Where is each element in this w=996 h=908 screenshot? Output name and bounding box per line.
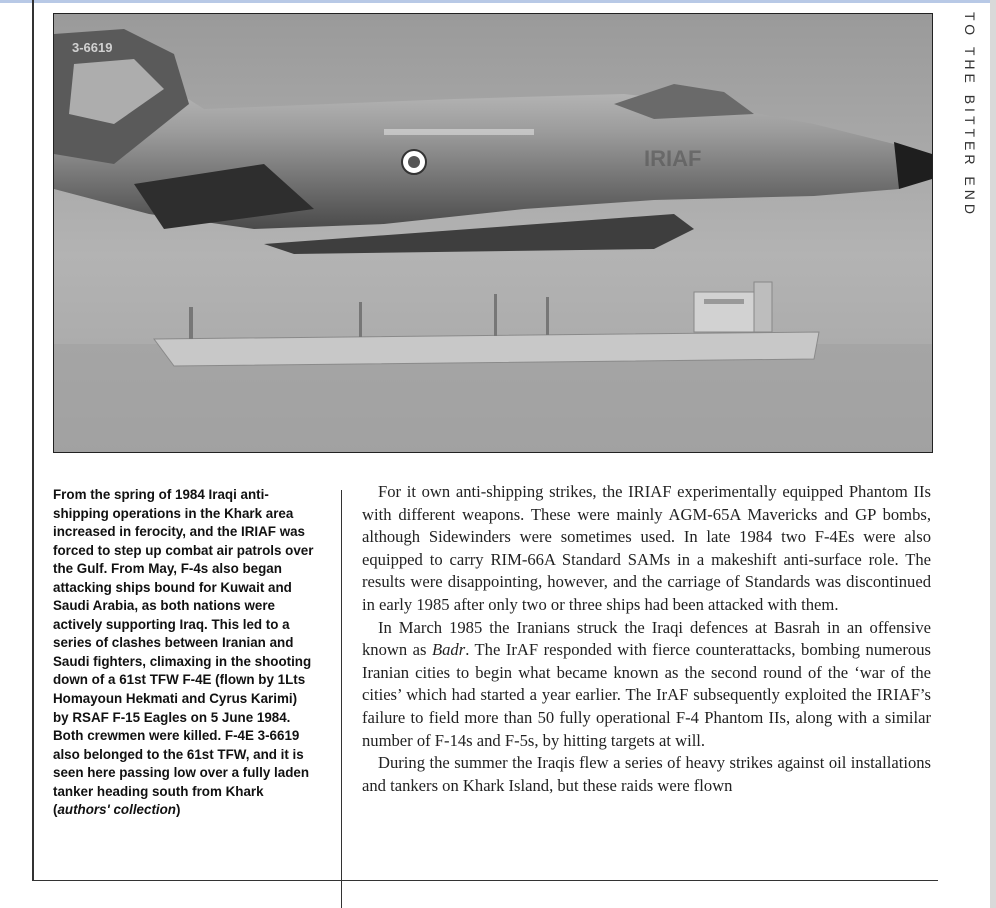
- top-rule: [0, 0, 996, 3]
- running-head: TO THE BITTER END: [962, 12, 978, 218]
- caption-credit: authors' collection: [57, 802, 176, 818]
- page-edge: [990, 0, 996, 908]
- column-divider-tick: [341, 880, 342, 908]
- paragraph-2-part-a: In March 1985 the Iranians struck the Iraqi defences at Basrah in an offensive known as: [362, 617, 931, 660]
- nose-marking: IRIAF: [644, 146, 702, 171]
- column-divider: [341, 490, 342, 908]
- paragraph-2-part-b: . The IrAF responded with fierce counterattacks, bombing numerous Iranian cities to begin what became known as the second round of the ‘war of the cities’ which had started a year earlier. The IrAF subsequently exploited the IRIAF’s failure to field more than 50 fully operational F-4 Phantom IIs, along with a similar number of F-14s and F-5s, by hitting targets at will.: [362, 640, 931, 750]
- tail-code: 3-6619: [72, 40, 113, 55]
- operation-name: Badr: [432, 640, 466, 660]
- paragraph-2: [362, 617, 931, 753]
- paragraph-3: During the summer the Iraqis flew a series of heavy strikes against oil installations and tankers on Khark Island, but these raids were flown: [362, 753, 931, 795]
- bottom-rule: [32, 880, 938, 881]
- paragraph-1: For it own anti-shipping strikes, the IRIAF experimentally equipped Phantom IIs with different weapons. These were mainly AGM-65A Mavericks and GP bombs, although Sidewinders were sometimes used. In late 1984 two F-4Es were also equipped to carry RIM-66A Standard SAMs in a makeshift anti-surface role. The results were disappointing, however, and the carriage of Standards was discontinued in early 1985 after only two or three ships had been attacked with them.: [362, 482, 931, 614]
- photograph-f4e-over-tanker: [53, 13, 933, 453]
- caption-close: ): [175, 802, 181, 818]
- body-text: [362, 481, 931, 797]
- left-margin-rule: [32, 0, 34, 880]
- caption-text: From the spring of 1984 Iraqi anti-shipping operations in the Khark area increased in ferocity, and the IRIAF was forced to step up combat air patrols over the Gulf. From May, F-4s also began attacking ships bound for Kuwait and Saudi Arabia, as both nations were actively supporting Iraq. This led to a series of clashes between Iranian and Saudi fighters, climaxing in the shooting down of a 61st TFW F-4E (flown by 1Lts Homayoun Hekmati and Cyrus Karimi) by RSAF F-15 Eagles on 5 June 1984. Both crewmen were killed. F-4E 3-6619 also belonged to the 61st TFW, and it is seen here passing low over a fully laden tanker heading south from Khark (: [53, 487, 314, 818]
- photo-illustration: [54, 14, 932, 452]
- photo-caption: [53, 486, 315, 820]
